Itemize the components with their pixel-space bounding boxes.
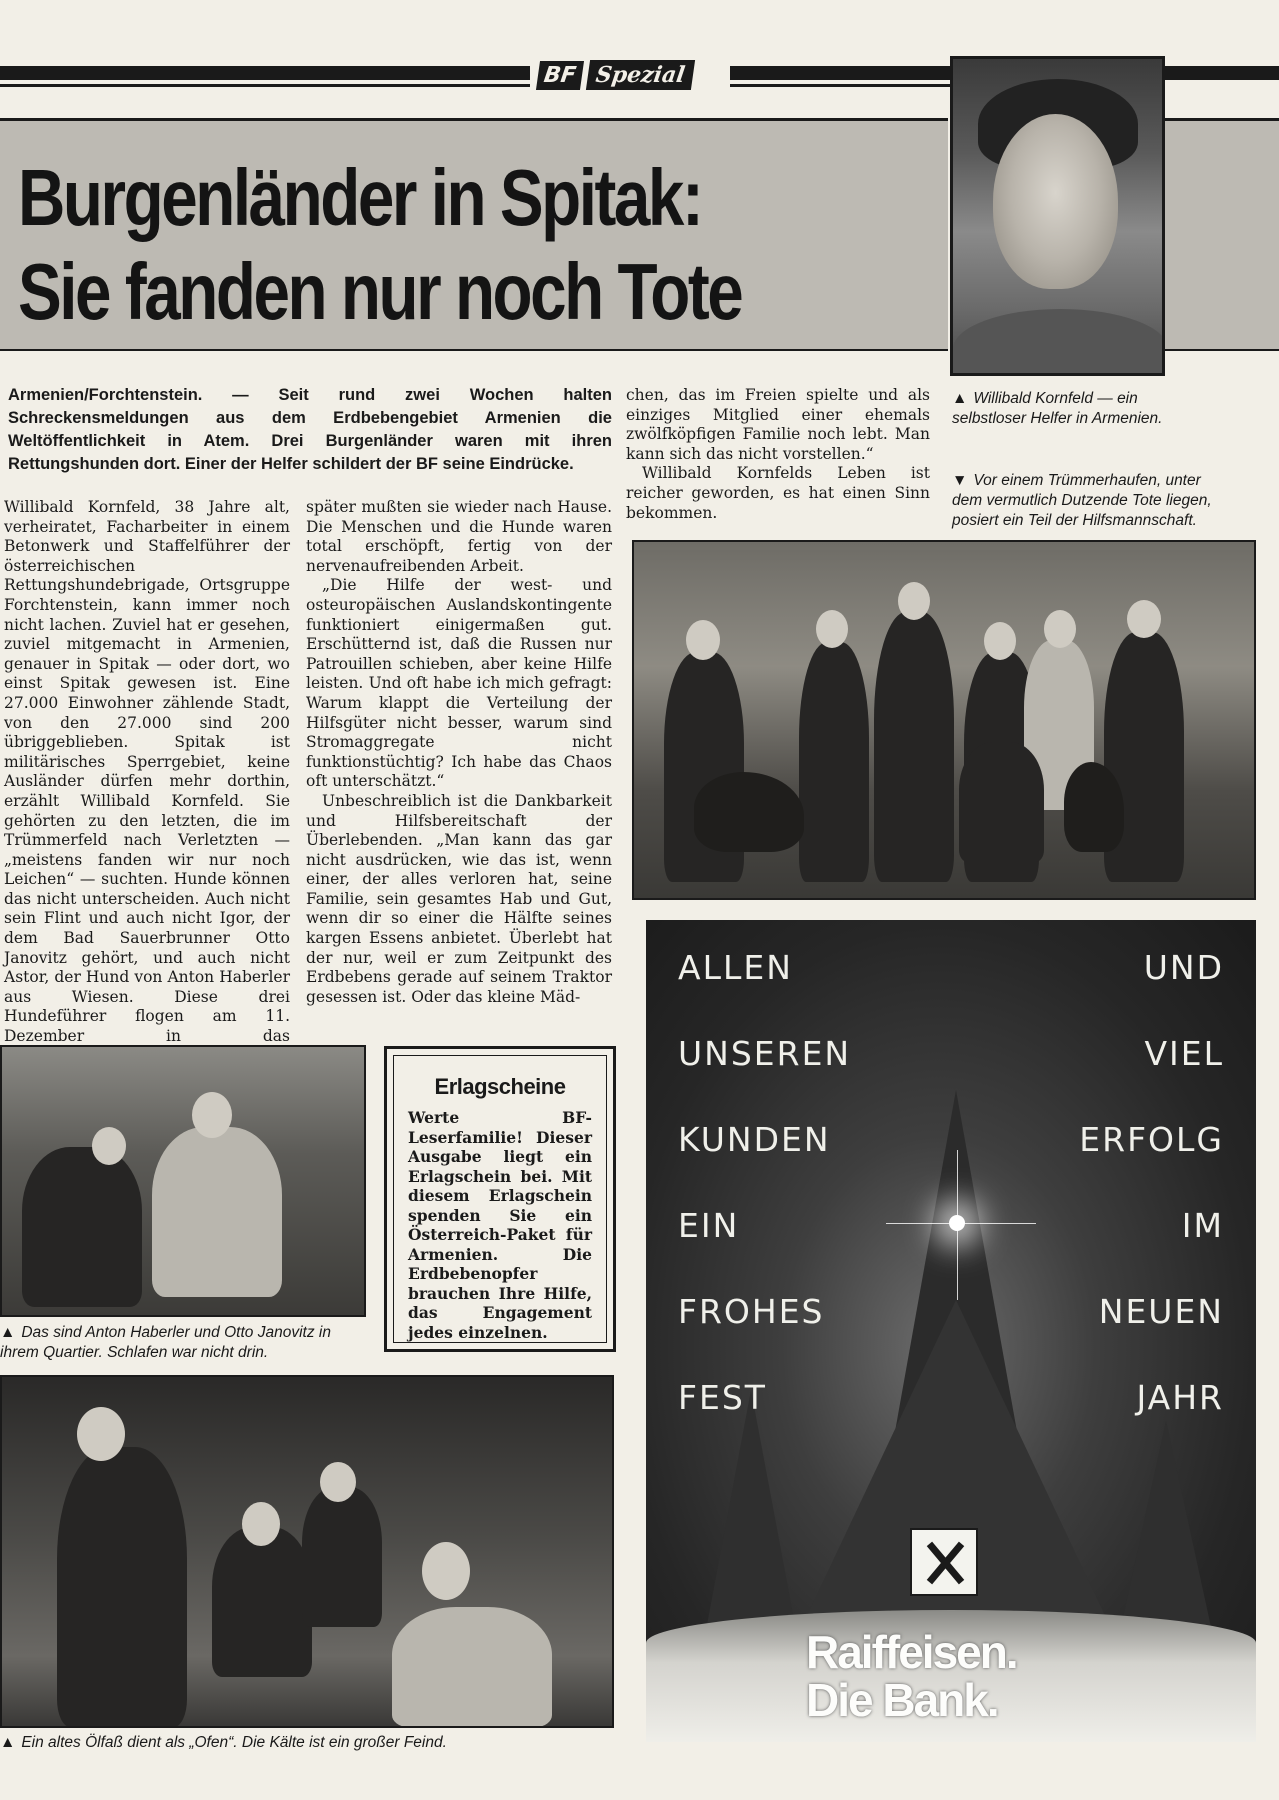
photo-person-head	[1127, 600, 1161, 638]
brand-line-1: Raiffeisen.	[806, 1626, 1017, 1678]
article-column-1	[4, 498, 290, 1066]
photo-person	[302, 1487, 382, 1627]
ad-word-right: NEUEN	[1098, 1292, 1224, 1331]
header-rule-left-thin	[0, 84, 530, 87]
team-caption	[952, 471, 1224, 531]
article-paragraph: später mußten sie wieder nach Hause. Die Menschen und die Hunde waren total erschöpft, fertig von der nervenaufreibenden Arbeit.	[306, 498, 612, 575]
ad-word-right: UND	[1143, 948, 1224, 987]
photo-dog	[694, 772, 804, 852]
photo-person-head	[320, 1462, 356, 1502]
logo-spezial: Spezial	[586, 60, 695, 90]
photo-person-head	[77, 1407, 125, 1461]
ad-word-right: IM	[1181, 1206, 1224, 1245]
up-triangle-icon: ▲	[952, 390, 968, 407]
photo-person-head	[242, 1502, 280, 1546]
photo-person-head	[686, 620, 720, 660]
stove-caption	[0, 1733, 620, 1753]
ad-word-right: VIEL	[1144, 1034, 1224, 1073]
ad-word-left: UNSEREN	[678, 1034, 852, 1073]
portrait-face	[993, 114, 1118, 289]
ad-word-left: FEST	[678, 1378, 767, 1417]
article-paragraph: Unbeschreiblich ist die Dankbarkeit und Hilfsbereitschaft der Überlebenden. „Man kann das gar nicht ausdrücken, wie das ist, wenn einer, der alles verloren hat, seine Familie, sein gesamtes Hab und Gut, wenn dir so einer die Hälfte seines kargen Essens anbietet. Überlebt hat der nur, weil er zum Zeitpunkt des Erdbebens gerade auf seinem Traktor gesessen ist. Oder das kleine Mäd-	[306, 791, 612, 1006]
up-triangle-icon: ▲	[0, 1734, 16, 1751]
ad-word-left: EIN	[678, 1206, 740, 1245]
article-column-3	[626, 386, 930, 523]
small-tree-icon	[706, 1390, 796, 1630]
ad-word-right: ERFOLG	[1079, 1120, 1224, 1159]
ad-word-right: JAHR	[1136, 1378, 1224, 1417]
up-triangle-icon: ▲	[0, 1324, 16, 1341]
section-logo	[538, 58, 724, 92]
team-photo	[632, 540, 1256, 900]
article-paragraph: „Die Hilfe der west- und osteuropäischen Auslandskontingente funktioniert einigermaßen gut. Erschütternd ist, daß die Russen nur Patrouillen schieben, aber keine Hilfe leisten. Und oft habe ich mich gefragt: Warum klappt die Verteilung der Hilfsgüter nicht besser, warum sind Stromaggregate nicht funktionstüchtig? Ich habe das Chaos oft unterschätzt.“	[306, 576, 612, 791]
article-lead: Armenien/Forchtenstein. — Seit rund zwei Wochen halten Schreckensmeldungen aus dem Erdbebengebiet Armenien die Weltöffentlichkeit in Atem. Drei Burgenländer waren mit ihren Rettungshunden dort. Einer der Helfer schildert der BF seine Eindrücke.	[8, 386, 612, 473]
portrait-caption	[952, 389, 1177, 429]
header-rule-far-right	[1165, 66, 1279, 80]
photo-person	[152, 1127, 282, 1297]
stove-photo	[0, 1375, 614, 1728]
photo-person-head	[816, 610, 848, 648]
photo-person-head	[92, 1127, 126, 1165]
brand-line-2: Die Bank.	[806, 1674, 998, 1726]
photo-person	[57, 1447, 187, 1727]
photo-person-head	[192, 1092, 232, 1138]
raiffeisen-ad	[646, 920, 1256, 1742]
info-box-inner	[393, 1055, 607, 1343]
raiffeisen-logo-icon	[910, 1528, 978, 1596]
star-icon	[949, 1215, 965, 1231]
headline-line-2: Sie fanden nur noch Tote	[18, 247, 742, 336]
headline-line-1: Burgenländer in Spitak:	[18, 153, 702, 242]
photo-person	[799, 642, 869, 882]
header-rule-right	[730, 66, 950, 80]
photo-person-head	[422, 1542, 470, 1600]
logo-bf: BF	[536, 61, 584, 90]
photo-person	[874, 612, 954, 882]
photo-person-head	[1044, 610, 1076, 648]
tent-photo	[0, 1045, 366, 1317]
info-box-title: Erlagscheine	[434, 1074, 566, 1099]
headline-box	[0, 118, 948, 351]
stove-caption-text: Ein altes Ölfaß dient als „Ofen“. Die Kälte ist ein großer Feind.	[21, 1734, 447, 1751]
tent-caption	[0, 1323, 370, 1363]
photo-person-head	[984, 622, 1016, 660]
raiffeisen-brand	[806, 1628, 1106, 1724]
article-paragraph: Willibald Kornfelds Leben ist reicher geworden, es hat einen Sinn bekommen.	[626, 464, 930, 522]
portrait-photo	[950, 56, 1165, 376]
article-paragraph: chen, das im Freien spielte und als einziges Mitglied einer ehemals zwölfköpfigen Familie noch lebt. Man kann sich das nicht vorstellen.“	[626, 386, 930, 463]
headline-box-right	[1165, 118, 1279, 351]
portrait-caption-text: Willibald Kornfeld — ein selbstloser Helfer in Armenien.	[952, 390, 1163, 427]
photo-person	[22, 1147, 142, 1307]
photo-person	[392, 1607, 552, 1727]
christmas-tree-lower-icon	[786, 1300, 1126, 1660]
photo-person-head	[898, 582, 930, 620]
down-triangle-icon: ▼	[952, 472, 968, 489]
photo-person-kneeling	[959, 742, 1044, 862]
ad-word-left: KUNDEN	[678, 1120, 831, 1159]
ad-word-left: ALLEN	[678, 948, 793, 987]
photo-person	[212, 1527, 312, 1677]
info-box-text: Werte BF-Leserfamilie! Dieser Ausgabe liegt ein Erlagschein bei. Mit diesem Erlagschein spenden Sie ein Österreich-Paket für Armenien. Die Erdbebenopfer brauchen Ihre Hilfe, das Engagement jedes einzelnen.	[408, 1108, 592, 1342]
team-caption-text: Vor einem Trümmerhaufen, unter dem vermutlich Dutzende Tote liegen, posiert ein Teil der Hilfsmannschaft.	[952, 472, 1212, 529]
article-column-1-text: Willibald Kornfeld, 38 Jahre alt, verheiratet, Facharbeiter in einem Betonwerk und Staffelführer der österreichischen Rettungshundebrigade, Ortsgruppe Forchtenstein, kann immer noch nicht lachen. Zuviel hat er gesehen, zuviel mitgemacht in Armenien, genauer in Spitak — oder dort, wo einst Spitak gewesen ist. Eine 27.000 Einwohner zählende Stadt, von den 27.000 sind 200 übriggeblieben. Spitak ist militärisches Sperrgebiet, keine Ausländer dürfen mehr dorthin, erzählt Willibald Kornfeld. Sie gehörten zu den letzten, die im Trümmerfeld nach Verletzten — „meistens fanden wir nur noch Leichen“ — suchten. Hunde können das nicht unterscheiden. Auch nicht sein Flint und auch nicht Igor, der dem Bad Sauerbrunner Otto Janovitz gehört, und auch nicht Astor, der Hund von Anton Haberler aus Wiesen. Diese drei Hundeführer flogen am 11. Dezember in das	[4, 498, 290, 1046]
ad-word-left: FROHES	[678, 1292, 825, 1331]
info-box	[384, 1046, 616, 1352]
article-column-2	[306, 498, 612, 1007]
header-rule-right-thin	[730, 84, 950, 87]
header-rule-left	[0, 66, 530, 80]
tent-caption-text: Das sind Anton Haberler und Otto Janovitz in ihrem Quartier. Schlafen war nicht drin.	[0, 1324, 331, 1361]
portrait-shoulders	[953, 309, 1165, 376]
headline	[18, 151, 741, 339]
